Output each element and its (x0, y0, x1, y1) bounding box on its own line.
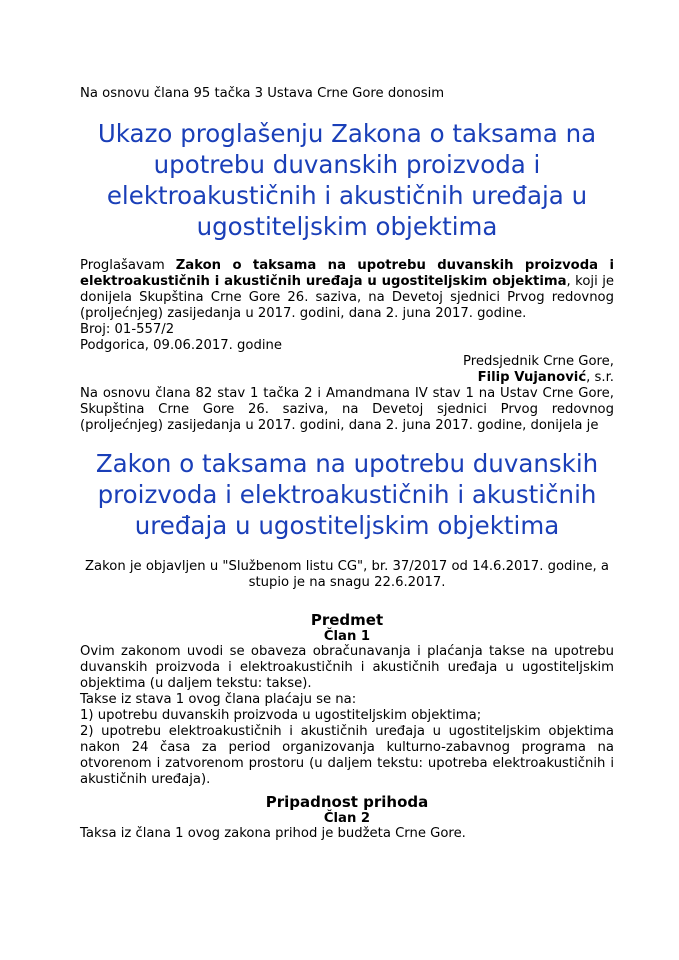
document-number: Broj: 01-557/2 (80, 322, 175, 337)
intro-line: Na osnovu člana 95 tačka 3 Ustava Crne Gore donosim (80, 86, 445, 101)
article-1-item-1: 1) upotrebu duvanskih proizvoda u ugostiteljskim objektima; (80, 708, 482, 723)
place-date: Podgorica, 09.06.2017. godine (80, 338, 282, 353)
proclamation-paragraph (80, 258, 614, 322)
proclamation-law-name: Zakon o taksama na upotrebu duvanskih proizvoda i elektroakustičnih i akustičnih uređaja u ugostiteljskim objektima (80, 258, 614, 289)
signature-line (80, 370, 614, 386)
law-title: Zakon o taksama na upotrebu duvanskih proizvoda i elektroakustičnih i akustičnih uređaja u ugostiteljskim objektima (95, 449, 599, 540)
publication-note: Zakon je objavljen u "Službenom listu CG", br. 37/2017 od 14.6.2017. godine, a stupio je na snagu 22.6.2017. (84, 559, 609, 590)
article-2-heading: Član 2 (323, 811, 371, 826)
proclamation-tail: , koji je donijela Skupština Crne Gore 26. saziva, na Devetoj sjednici Prvog redovnog (proljećnjeg) zasijedanja u 2017. godini, dana 2. juna 2017. godine. (80, 274, 615, 321)
article-1-item-2: 2) upotrebu elektroakustičnih i akustičnih uređaja u ugostiteljskim objektima nakon 24 časa za period organizovanja kulturno-zabavnog programa na otvorenom i zatvorenom prostoru (u daljem tekstu: upotreba elektroakustičnih i akustičnih uređaja). (80, 724, 614, 787)
section-title-pripadnost: Pripadnost prihoda (265, 793, 429, 811)
article-1-paragraph-1: Ovim zakonom uvodi se obaveza obračunavanja i plaćanja takse na upotrebu duvanskih proizvoda i elektroakustičnih i akustičnih uređaja u ugostiteljskim objektima (u daljem tekstu: takse). (80, 644, 614, 691)
basis-paragraph: Na osnovu člana 82 stav 1 tačka 2 i Amandmana IV stav 1 na Ustav Crne Gore, Skupština Crne Gore 26. saziva, na Devetoj sjednici Prvog redovnog (proljećnjeg) zasijedanja u 2017. godini, dana 2. juna 2017. godine, donijela je (80, 386, 614, 433)
signature-suffix: , s.r. (586, 370, 614, 385)
decree-title: Ukazo proglašenju Zakona o taksama na upotrebu duvanskih proizvoda i elektroakustičnih i akustičnih uređaja u ugostiteljskim objektima (97, 119, 597, 241)
article-1-paragraph-2: Takse iz stava 1 ovog člana plaćaju se na: (80, 692, 357, 707)
article-1-heading: Član 1 (323, 629, 371, 644)
document-page (80, 86, 614, 842)
section-title-predmet: Predmet (310, 611, 384, 629)
article-2-paragraph-1: Taksa iz člana 1 ovog zakona prihod je budžeta Crne Gore. (80, 826, 466, 841)
signature-name: Filip Vujanović (477, 370, 587, 385)
signature-role: Predsjednik Crne Gore, (463, 354, 614, 369)
proclamation-lead: Proglašavam (80, 258, 176, 273)
